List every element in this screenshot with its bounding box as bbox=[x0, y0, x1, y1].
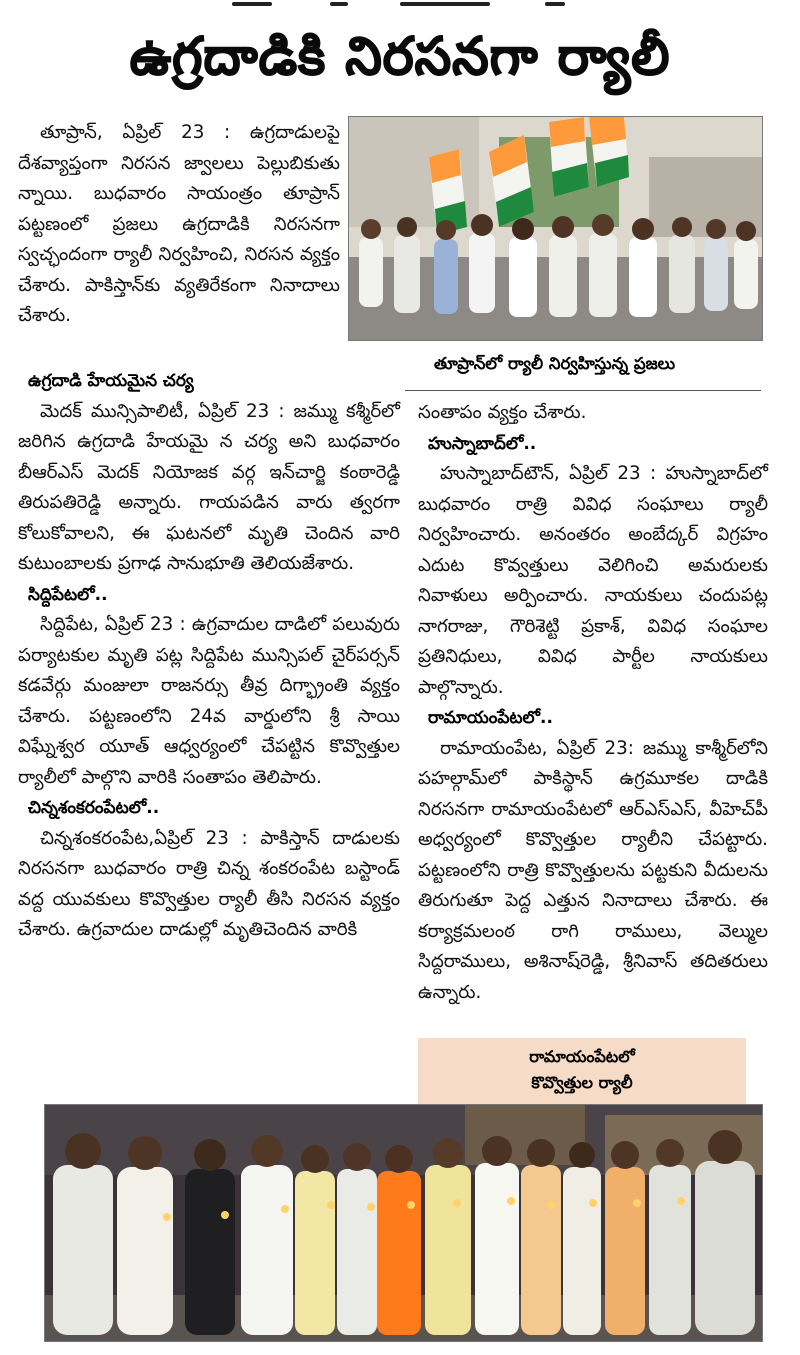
subhead-ramayampet: రామాయంపేటలో.. bbox=[428, 708, 553, 728]
chinna-shankarampet-paragraph: చిన్నశంకరంపేట,ఏప్రిల్ 23 : పాకిస్తాన్ దాడులకు నిరసనగా బుధవారం రాత్రి చిన్న శంకరంపేట బస్టాండ్ వద్ద యువకులు కొవ్వొత్తుల ర్యాలీ తీసి నిరసన వ్యక్తం చేశారు. ఉగ్రవాదుల దాడుల్లో మృతిచెందిన వారికి bbox=[18, 827, 400, 940]
right-column bbox=[418, 398, 768, 1008]
caption-divider bbox=[405, 390, 761, 391]
subhead-chinna-shankarampet: చిన్నశంకరంపేటలో.. bbox=[28, 798, 160, 818]
continued-line: సంతాపం వ్యక్తం చేశారు. bbox=[418, 402, 587, 423]
headline: ఉగ్రదాడికి నిరసనగా ర్యాలీ bbox=[129, 26, 671, 87]
candle-rally-photo bbox=[44, 1104, 763, 1342]
toopran-paragraph: తూప్రాన్, ఏప్రిల్ 23 : ఉగ్రదాడులపై దేశవ్యాప్తంగా నిరసన జ్వాలలు పెల్లుబికుతు న్నాయి. బుధవారం సాయంత్రం తూప్రాన్ పట్టణంలో ప్రజలు ఉగ్రదాడికి నిరసనగా స్వచ్ఛందంగా ర్యాలీ నిర్వహించి, నిరసన వ్యక్తం చేశారు. పాకిస్తాన్‌కు వ్యతిరేకంగా నినాదాలు చేశారు. bbox=[18, 122, 340, 326]
candle-caption-line1: రామాయంపేటలో bbox=[529, 1047, 635, 1066]
rally-photo-caption: తూప్రాన్‌లో ర్యాలీ నిర్వహిస్తున్న ప్రజలు bbox=[433, 353, 676, 373]
rally-photo bbox=[348, 116, 763, 341]
top-cropped-strip bbox=[0, 0, 800, 12]
subhead-heinous-act: ఉగ్రదాడి హేయమైన చర్య bbox=[28, 371, 194, 391]
rally-photo-illustration bbox=[349, 117, 762, 340]
candle-rally-caption-box bbox=[418, 1038, 746, 1104]
subhead-siddipet: సిద్దిపేటలో.. bbox=[28, 584, 108, 605]
siddipet-paragraph: సిద్దిపేట, ఏప్రిల్ 23 : ఉగ్రవాదుల దాడిలో పలువురు పర్యాటకుల మృతి పట్ల సిద్దిపేట మున్సిపల్ చైర్‌పర్సన్ కడవేర్గు మంజులా రాజనర్సు తీవ్ర దిగ్భ్రాంతి వ్యక్తం చేశారు. పట్టణంలోని 24వ వార్డులోని శ్రీ సాయి విఘ్నేశ్వర యూత్ ఆధ్వర్యంలో చేపట్టిన కొవ్వొత్తుల ర్యాలీలో పాల్గొని వారికి సంతాపం తెలిపారు. bbox=[18, 614, 400, 788]
husnabad-paragraph: హుస్నాబాద్‌టౌన్, ఏప్రిల్ 23 : హుస్నాబాద్‌లో బుధవారం రాత్రి వివిధ సంఘాలు ర్యాలీ నిర్వహించారు. అనంతరం అంబేద్కర్ విగ్రహం ఎదుట కొవ్వత్తులు వెలిగించి అమరులకు నివాళులు అర్పించారు. నాయకులు చందుపట్ల నాగరాజు, గౌరిశెట్టి ప్రకాశ్, వివిధ సంఘాల ప్రతినిధులు, వివిధ పార్టీల నాయకులు పాల్గొన్నారు. bbox=[418, 463, 768, 698]
candle-caption-line2: కొవ్వొత్తుల ర్యాలీ bbox=[531, 1073, 633, 1092]
left-column bbox=[18, 366, 400, 946]
ramayampet-paragraph: రామాయంపేట, ఏప్రిల్ 23: జమ్ము కాశ్మీర్‌లోని పహల్గామ్‌లో పాకిస్థాన్ ఉగ్రమూకల దాడికి నిరసనగా రామాయంపేటలో ఆర్ఎస్ఎస్, వీహెచ్‌పీ అధ్వర్యంలో కొవ్వొత్తుల ర్యాలీని చేపట్టారు. పట్టణంలోని రాత్రి కొవ్వొత్తులను పట్టకుని వీదులను తిరుగుతూ పెద్ద ఎత్తున నినాదాలు చేశారు. ఈ కర్యాక్రమలంఠ రాగి రాములు, వెల్ముల సిద్దరాములు, అశినాష్‌రెడ్డి, శ్రీనివాస్ తదితరులు ఉన్నారు. bbox=[418, 737, 768, 1003]
candle-rally-illustration bbox=[45, 1105, 762, 1341]
subhead-husnabad: హుస్నాబాద్‌లో.. bbox=[428, 433, 537, 454]
left-column-top bbox=[18, 118, 340, 332]
medak-paragraph: మెదక్ మున్సిపాలిటీ, ఏప్రిల్ 23 : జమ్ము కశ్మీర్‌లో జరిగిన ఉగ్రదాడి హేయమై న చర్య అని బుధవారం బీఆర్ఎస్ మెదక్ నియోజక వర్గ ఇన్‌చార్జి కంఠారెడ్డి తిరుపతిరెడ్డి అన్నారు. గాయపడిన వారు త్వరగా కోలుకోవాలని, ఈ ఘటనలో మృతి చెందిన వారి కుటుంబాలకు ప్రగాఢ సానుభూతి తెలియజేశారు. bbox=[18, 400, 400, 574]
